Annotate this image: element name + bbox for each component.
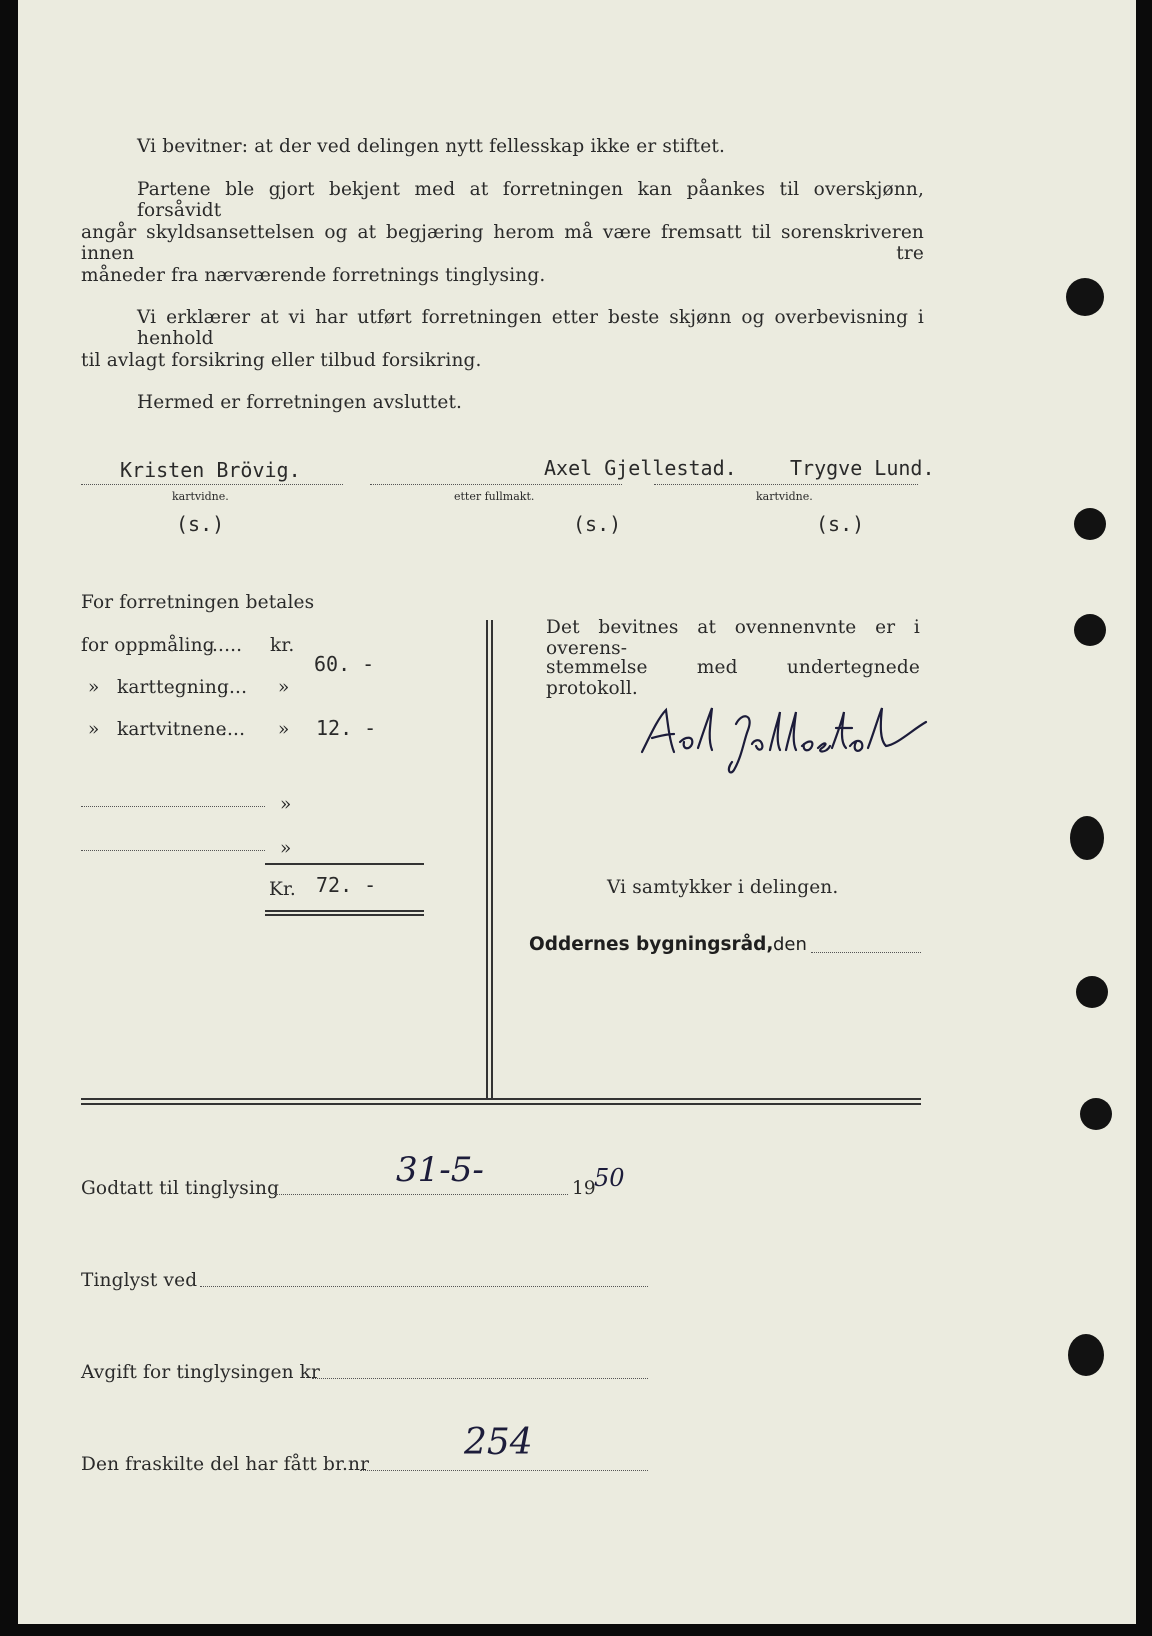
paragraph-concluded: Hermed er forretningen avsluttet. [137, 392, 463, 413]
fee-row-surveying-unit: kr. [270, 635, 295, 656]
signature-name-brovig: Kristen Brövig. [120, 458, 301, 482]
fees-heading: For forretningen betales [81, 592, 315, 613]
paragraph-no-joint-ownership: Vi bevitner: at der ved delingen nytt fellesskap ikke er stiftet. [137, 136, 725, 157]
paragraph-appeal-line-1: Partene ble gjort bekjent med at forretningen kan påankes til overskjønn, forsåvidt [137, 179, 924, 221]
signature-role-3: kartvidne. [756, 490, 813, 503]
signature-seal-1: (s.) [176, 512, 225, 536]
fee-row-mapping-dots: .... [223, 677, 248, 698]
signature-name-lund: Trygve Lund. [790, 456, 935, 480]
punch-hole-7 [1068, 1334, 1104, 1376]
punch-hole-1 [1066, 278, 1104, 316]
fee-total-unit: Kr. [269, 879, 296, 900]
handwritten-signature-gjellestad [636, 700, 936, 780]
certification-line-1: Det bevitnes at ovennenvnte er i overens- [546, 617, 920, 659]
fee-row-surveying-value: 60. - [314, 652, 375, 676]
fee-row-surveying-label: for oppmåling [81, 635, 215, 656]
fee-row-blank-2-line [81, 850, 265, 851]
approved-date-line [274, 1194, 568, 1195]
fee-row-witnesses-dots: .... [221, 719, 246, 740]
parcel-number-handwritten: 254 [464, 1422, 533, 1463]
fee-total-value: 72. - [316, 873, 377, 897]
column-divider-left [486, 620, 488, 1098]
parcel-number-line [360, 1470, 648, 1471]
fee-row-mapping-label: karttegning [117, 677, 229, 698]
registration-fee-line [312, 1378, 648, 1379]
paragraph-appeal-line-3: måneder fra nærværende forretnings tinglysing. [81, 265, 546, 286]
fee-row-witnesses-ditto-right: » [278, 719, 290, 740]
approved-year-prefix: 19 [572, 1178, 596, 1199]
paragraph-appeal-line-2: angår skyldsansettelsen og at begjæring herom må være fremsatt til sorenskriveren innen tre [81, 222, 924, 264]
fee-total-rule-1 [265, 910, 424, 912]
fee-row-blank-2-ditto: » [280, 838, 292, 859]
document-page [18, 0, 1136, 1624]
fee-row-witnesses-label: kartvitnene [117, 719, 227, 740]
registered-label: Tinglyst ved [81, 1270, 198, 1291]
approved-year-suffix-handwritten: 50 [594, 1164, 625, 1192]
section-rule-bottom [81, 1103, 921, 1105]
column-divider-right [491, 620, 493, 1098]
signature-name-gjellestad: Axel Gjellestad. [544, 456, 737, 480]
signature-seal-2: (s.) [573, 512, 622, 536]
signature-seal-3: (s.) [816, 512, 865, 536]
fee-subtotal-rule [265, 863, 424, 865]
parcel-number-label: Den fraskilte del har fått br.nr [81, 1454, 370, 1475]
council-den: den [773, 934, 807, 955]
certification-line-2: stemmelse med undertegnede protokoll. [546, 657, 920, 699]
fee-row-surveying-dots: ...... [206, 635, 243, 656]
signature-line-3 [654, 484, 918, 485]
punch-hole-4 [1070, 816, 1104, 860]
fee-row-blank-1-ditto: » [280, 794, 292, 815]
signature-role-1: kartvidne. [172, 490, 229, 503]
fee-row-blank-1-line [81, 806, 265, 807]
fee-total-rule-2 [265, 914, 424, 916]
punch-hole-5 [1076, 976, 1108, 1008]
punch-hole-3 [1074, 614, 1106, 646]
approved-label: Godtatt til tinglysing [81, 1178, 280, 1199]
approved-date-handwritten: 31-5- [396, 1150, 484, 1190]
paragraph-declaration-line-1: Vi erklærer at vi har utført forretningen etter beste skjønn og overbevisning i henhold [137, 307, 924, 349]
paragraph-declaration-line-2: til avlagt forsikring eller tilbud forsikring. [81, 350, 482, 371]
fee-row-witnesses-ditto: » [88, 719, 100, 740]
section-rule-top [81, 1098, 921, 1100]
council-date-line [811, 952, 921, 953]
punch-hole-2 [1074, 508, 1106, 540]
fee-row-mapping-ditto: » [88, 677, 100, 698]
consent-text: Vi samtykker i delingen. [607, 877, 839, 898]
signature-role-2: etter fullmakt. [454, 490, 535, 503]
registered-line [200, 1286, 648, 1287]
signature-line-1 [81, 484, 343, 485]
fee-row-witnesses-value: 12. - [316, 716, 377, 740]
punch-hole-6 [1080, 1098, 1112, 1130]
council-name: Oddernes bygningsråd, [529, 934, 774, 955]
fee-row-mapping-ditto-right: » [278, 677, 290, 698]
signature-line-2 [370, 484, 622, 485]
registration-fee-label: Avgift for tinglysingen kr [81, 1362, 321, 1383]
